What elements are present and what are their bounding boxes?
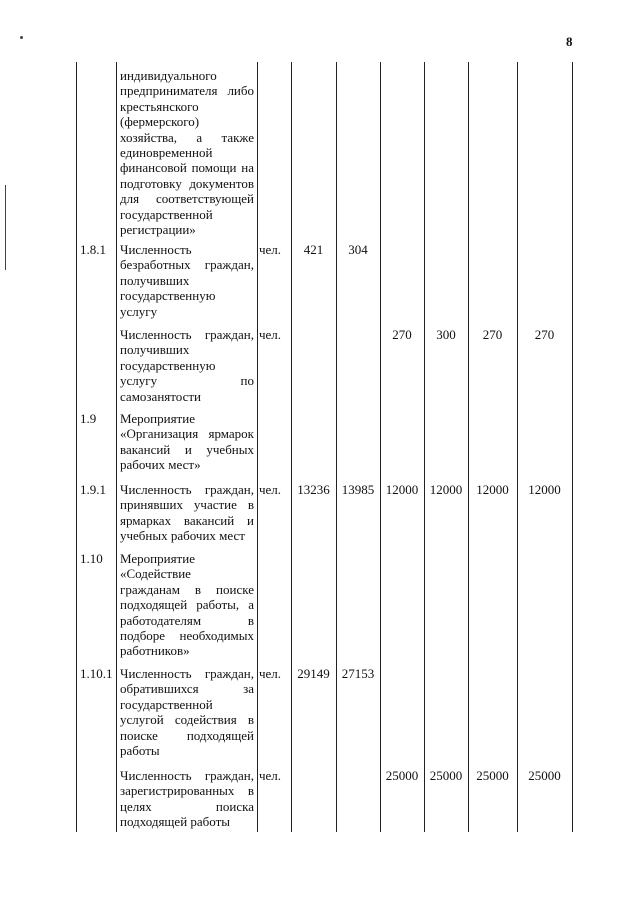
column-divider <box>572 62 573 832</box>
description-line: (фермерского) <box>120 114 200 130</box>
scan-mark <box>20 36 23 39</box>
description-line: Численность граждан, <box>120 768 254 783</box>
row-value-3: 270 <box>392 327 412 342</box>
row-value-1: 29149 <box>297 666 330 681</box>
description-line: целях поиска <box>120 798 254 814</box>
row-code: 1.9.1 <box>80 482 106 497</box>
description-line: безработных граждан, <box>120 257 254 273</box>
column-divider <box>424 62 425 832</box>
row-code: 1.8.1 <box>80 242 106 257</box>
column-divider <box>76 62 77 832</box>
description-line: гражданам в поиске <box>120 581 254 597</box>
description-line: для соответствующей <box>120 191 254 207</box>
column-divider <box>517 62 518 832</box>
description-line: «Организация ярмарок <box>120 426 254 442</box>
description-line: самозанятости <box>120 388 202 404</box>
description-line: Численность граждан, <box>120 666 254 681</box>
description-line: крестьянского <box>120 98 199 114</box>
column-divider <box>336 62 337 832</box>
description-line: получивших <box>120 342 190 358</box>
row-value-3: 12000 <box>385 482 419 497</box>
row-value-2: 27153 <box>341 666 375 681</box>
row-value-5: 25000 <box>476 768 509 783</box>
description-line: финансовой помощи на <box>120 160 254 176</box>
description-line: зарегистрированных в <box>120 783 254 799</box>
description-line: предпринимателя либо <box>120 83 254 99</box>
description-line: учебных рабочих мест <box>120 528 245 544</box>
row-value-4: 300 <box>436 327 456 342</box>
description-line: подборе необходимых <box>120 628 254 644</box>
description-line: Мероприятие <box>120 551 195 566</box>
row-description <box>120 411 254 473</box>
row-description <box>120 68 254 237</box>
description-line: Численность граждан, <box>120 482 254 497</box>
description-line: подходящей работы, а <box>120 597 254 613</box>
description-line: услугу по <box>120 373 254 389</box>
description-line: «Содействие <box>120 566 191 582</box>
row-description <box>120 666 254 758</box>
description-line: подготовку документов <box>120 175 254 191</box>
description-line: хозяйства, а также <box>120 129 254 145</box>
row-value-1: 13236 <box>297 482 330 497</box>
description-line: рабочих мест» <box>120 457 201 473</box>
row-description <box>120 482 254 544</box>
description-line: индивидуального <box>120 68 217 83</box>
description-line: Численность граждан, <box>120 327 254 342</box>
description-line: услугу <box>120 303 158 319</box>
description-line: государственной <box>120 696 213 712</box>
description-line: Мероприятие <box>120 411 195 426</box>
description-line: вакансий и учебных <box>120 441 254 457</box>
column-divider <box>257 62 258 832</box>
description-line: обратившихся за <box>120 681 254 697</box>
row-value-1: 421 <box>303 242 324 257</box>
description-line: ярмарках вакансий и <box>120 512 254 528</box>
description-line: работы <box>120 743 160 759</box>
row-unit: чел. <box>259 242 282 257</box>
description-line: регистрации» <box>120 222 196 238</box>
row-value-5: 12000 <box>476 482 509 497</box>
column-divider <box>380 62 381 832</box>
description-line: государственную <box>120 357 216 373</box>
row-value-6: 270 <box>534 327 555 342</box>
row-description <box>120 242 254 319</box>
row-value-2: 13985 <box>341 482 375 497</box>
column-divider <box>291 62 292 832</box>
row-unit: чел. <box>259 768 282 783</box>
row-description <box>120 327 254 404</box>
row-code: 1.10.1 <box>80 666 113 681</box>
row-unit: чел. <box>259 666 282 681</box>
description-line: Численность <box>120 242 192 257</box>
description-line: работников» <box>120 643 190 659</box>
row-value-6: 25000 <box>528 768 561 783</box>
description-line: подходящей работы <box>120 814 231 830</box>
page-number: 8 <box>566 34 573 49</box>
row-value-5: 270 <box>482 327 503 342</box>
description-line: государственной <box>120 206 213 222</box>
row-unit: чел. <box>259 482 282 497</box>
description-line: поиске подходящей <box>120 727 254 743</box>
description-line: работодателям в <box>120 612 254 628</box>
row-unit: чел. <box>259 327 282 342</box>
column-divider <box>468 62 469 832</box>
row-value-6: 12000 <box>528 482 561 497</box>
row-value-3: 25000 <box>385 768 419 783</box>
row-description <box>120 551 254 659</box>
row-code: 1.10 <box>80 551 103 566</box>
row-value-2: 304 <box>348 242 368 257</box>
description-line: получивших <box>120 272 190 288</box>
scan-mark <box>5 185 6 270</box>
column-divider <box>116 62 117 832</box>
row-code: 1.9 <box>80 411 97 426</box>
row-description <box>120 768 254 830</box>
description-line: единовременной <box>120 145 213 161</box>
row-value-4: 12000 <box>429 482 463 497</box>
row-value-4: 25000 <box>429 768 463 783</box>
description-line: услугой содействия в <box>120 712 254 728</box>
description-line: принявших участие в <box>120 497 254 513</box>
description-line: государственную <box>120 288 216 304</box>
